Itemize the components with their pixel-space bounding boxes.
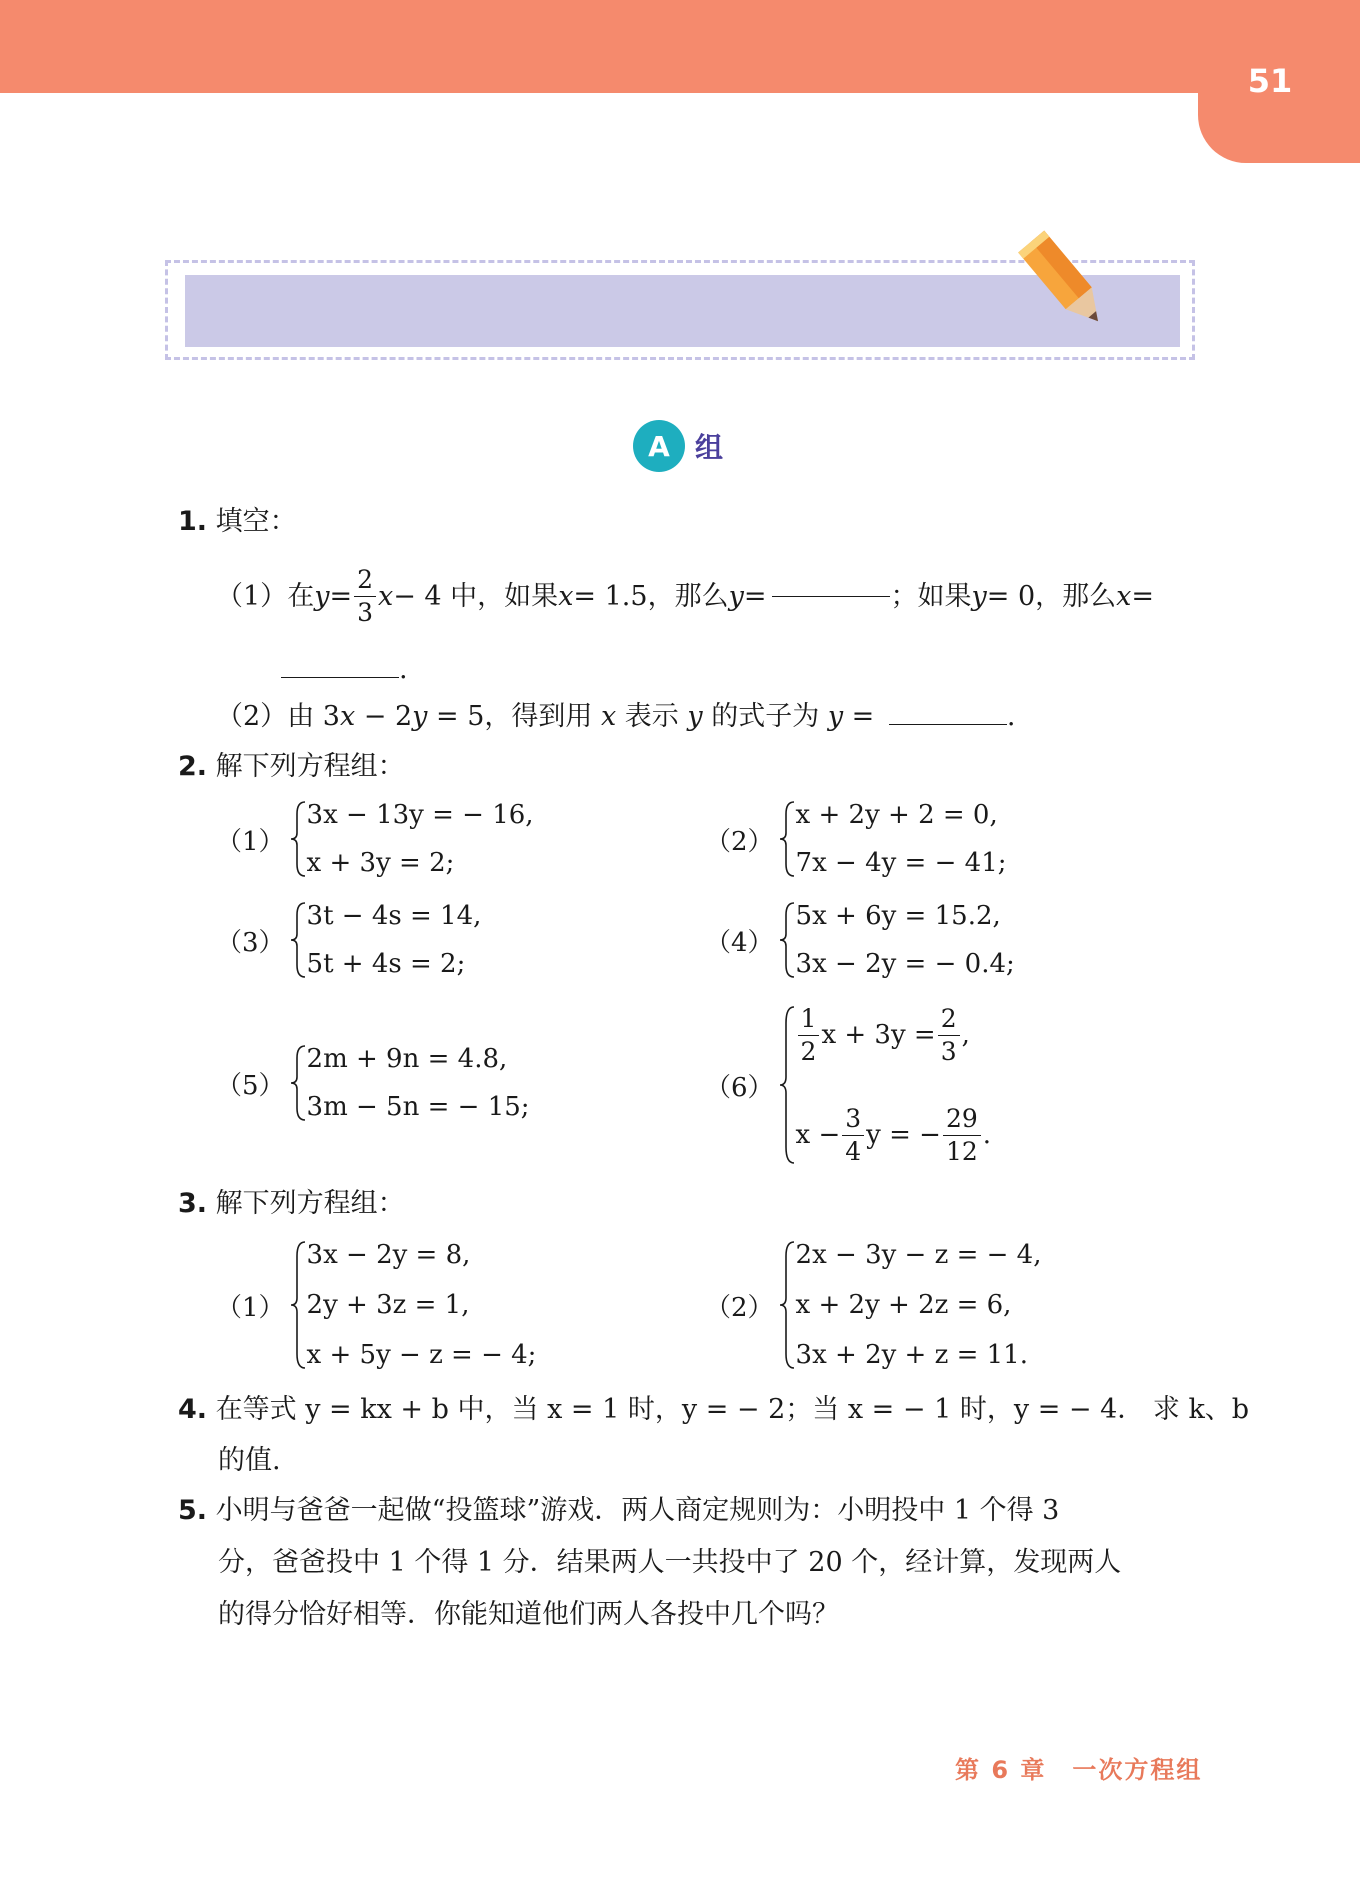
q2-system-3: （3） 3t − 4s = 14, 5t + 4s = 2; (216, 901, 482, 979)
q4-line2: 的值. (218, 1445, 281, 1476)
page-number: 51 (1247, 62, 1293, 100)
q4-line1: 4. 在等式 y = kx + b 中，当 x = 1 时，y = − 2；当 x = − 1 时，y = − 4． 求 k、b (178, 1394, 1250, 1425)
answer-blank[interactable] (889, 724, 1007, 725)
brace-icon (778, 1240, 796, 1370)
brace-icon (289, 1044, 307, 1122)
q1-part1: （1） 在 y = $\frac{2}{3}$ x − 4 中，如果 x = 1.5，那么 y = ；如果 y = 0，那么 x = (216, 565, 1154, 627)
q1-part2: （2）由 3x − 2y = 5，得到用 x 表示 y 的式子为 y = . (216, 701, 1016, 732)
q3-system-1: （1） 3x − 2y = 8, 2y + 3z = 1, x + 5y − z = − 4; (216, 1240, 537, 1370)
brace-icon (778, 901, 796, 979)
q3-heading: 3. 解下列方程组： (178, 1188, 405, 1219)
q1-heading: 1. 填空： (178, 506, 297, 537)
q3-system-2: （2） 2x − 3y − z = − 4, x + 2y + 2z = 6, 3x + 2y + z = 11. (705, 1240, 1042, 1370)
answer-blank[interactable] (281, 677, 399, 678)
q2-system-6: （6） $\frac{1}{2}$ x + 3y = $\frac{2}{3}$ , x − $\frac{3}{4}$ y = − $\frac{29}{12}$ . (705, 1004, 992, 1166)
chapter-footer: 第 6 章 一次方程组 (955, 1756, 1203, 1784)
group-a-title (633, 419, 723, 473)
brace-icon (289, 901, 307, 979)
brace-icon (289, 1240, 307, 1370)
q2-system-4: （4） 5x + 6y = 15.2, 3x − 2y = − 0.4; (705, 901, 1015, 979)
answer-blank[interactable] (772, 596, 890, 597)
group-badge: A (633, 420, 685, 472)
q2-system-2: （2） x + 2y + 2 = 0, 7x − 4y = − 41; (705, 800, 1007, 878)
q1-part1-cont: . (281, 656, 408, 683)
q5-line1: 5. 小明与爸爸一起做“投篮球”游戏．两人商定规则为：小明投中 1 个得 3 (178, 1495, 1060, 1526)
q2-system-5: （5） 2m + 9n = 4.8, 3m − 5n = − 15; (216, 1044, 530, 1122)
q2-system-1: （1） 3x − 13y = − 16, x + 3y = 2; (216, 800, 534, 878)
pencil-icon (1010, 230, 1120, 340)
brace-icon (778, 800, 796, 878)
group-label: 组 (695, 431, 724, 464)
brace-icon (289, 800, 307, 878)
fraction: $\frac{2}{3}$ (354, 566, 376, 626)
q5-line2: 分，爸爸投中 1 个得 1 分．结果两人一共投中了 20 个，经计算，发现两人 (218, 1547, 1122, 1578)
q5-line3: 的得分恰好相等．你能知道他们两人各投中几个吗？ (218, 1599, 839, 1630)
brace-icon (778, 1005, 796, 1165)
header-bar (0, 0, 1360, 93)
q2-heading: 2. 解下列方程组： (178, 751, 405, 782)
